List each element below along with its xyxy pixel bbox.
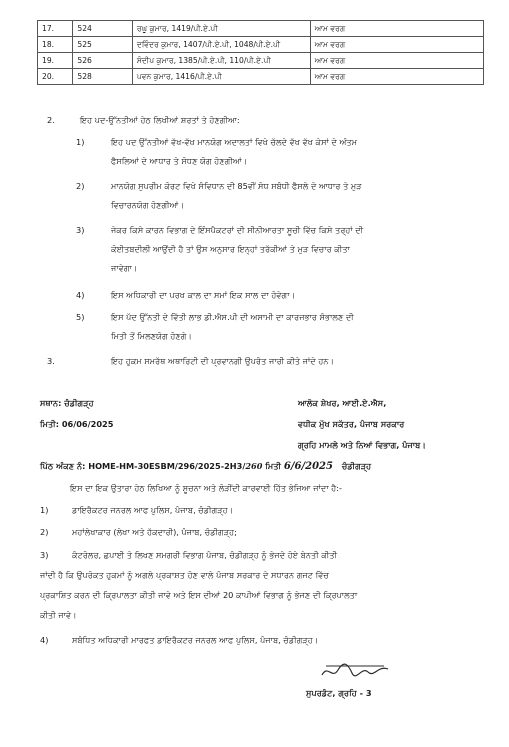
- condition-5-line-1: ਇਸ ਪੱਦ ਉੱਨਤੀ ਦੇ ਵਿੱਤੀ ਲਾਭ ਡੀ.ਐਸ.ਪੀ ਦੀ ਅਸਾਮੀ ਦਾ ਕਾਰਜਭਾਰ ਸੰਭਾਲਣ ਦੀ: [111, 312, 354, 322]
- table-row: [38, 53, 484, 69]
- code-cell: 524: [73, 21, 132, 37]
- condition-4-line-1: ਇਸ ਅਧਿਕਾਰੀ ਦਾ ਪਰਖ ਕਾਲ ਦਾ ਸਮਾਂ ਇਕ ਸਾਲ ਦਾ ਹੋਵੇਗਾ।: [111, 290, 296, 300]
- signature-text: [325, 662, 366, 674]
- recipient-1-number: 1): [40, 505, 49, 515]
- endorsement-label: ਪਿੱਠ ਅੰਕਣ ਨੰ:: [40, 461, 86, 471]
- code-cell: 525: [73, 37, 132, 53]
- condition-2-number: 2): [76, 181, 85, 191]
- condition-1-number: 1): [76, 137, 85, 147]
- condition-1-line-1: ਇਹ ਪਦ ਉੱਨਤੀਆਂ ਵੱਖ-ਵੱਖ ਮਾਨਯੋਗ ਅਦਾਲਤਾਂ ਵਿਖੇ ਚੱਲਦੇ ਵੱਖ ਵੱਖ ਕੇਸਾਂ ਦੇ ਅੰਤਮ: [111, 137, 358, 147]
- recipient-2-line-1: ਮਹਾਂਲੇਖਾਕਾਰ (ਲੇਖਾ ਅਤੇ ਹੱਕਦਾਰੀ), ਪੰਜਾਬ, ਚੰਡੀਗੜ੍ਹ;: [72, 527, 237, 537]
- condition-4-number: 4): [76, 290, 85, 300]
- code-cell: 526: [73, 53, 132, 69]
- recipient-1-line-1: ਡਾਇਰੈਕਟਰ ਜਨਰਲ ਆਫ ਪੁਲਿਸ, ਪੰਜਾਬ, ਚੰਡੀਗੜ੍ਹ।: [72, 505, 234, 515]
- copy-intro: ਇਸ ਦਾ ਇਕ ਉਤਾਰਾ ਹੇਠ ਲਿਖਿਆ ਨੂੰ ਸੂਚਨਾ ਅਤੇ ਲੋੜੀਂਦੀ ਕਾਰਵਾਈ ਹਿੱਤ ਭੇਜਿਆ ਜਾਂਦਾ ਹੈ:-: [70, 483, 343, 493]
- endorsement-place: ਚੰਡੀਗੜ੍ਹ: [341, 461, 372, 471]
- officer-name: ਆਲੋਕ ਸ਼ੇਖਰ, ਆਈ.ਏ.ਐਸ,: [298, 398, 387, 408]
- endorsement-number: HOME-HM-30ESBM/296/2025-2H3/: [88, 461, 246, 471]
- category-cell: ਆਮ ਵਰਗ: [310, 53, 483, 69]
- section-3-text: ਇਹ ਹੁਕਮ ਸਮਰੱਥ ਅਥਾਰਿਟੀ ਦੀ ਪ੍ਰਵਾਨਗੀ ਉਪਰੰਤ ਜਾਰੀ ਕੀਤੇ ਜਾਂਦੇ ਹਨ।: [111, 356, 335, 366]
- table-row: [38, 37, 484, 53]
- place-label: ਸਥਾਨ: ਚੰਡੀਗੜ੍ਹ: [40, 398, 94, 408]
- section-3-number: 3.: [47, 356, 55, 366]
- endorsement-line: [40, 460, 371, 473]
- condition-3-number: 3): [76, 225, 85, 235]
- name-cell: ਸੰਦੀਪ ਕੁਮਾਰ, 1385/ਪੀ.ਏ.ਪੀ, 110/ਪੀ.ਏ.ਪੀ: [132, 53, 310, 69]
- serial-cell: 20.: [38, 69, 73, 85]
- name-cell: ਰਘੂ ਕੁਮਾਰ, 1419/ਪੀ.ਏ.ਪੀ: [132, 21, 310, 37]
- condition-3-line-3: ਜਾਵੇਗਾ।: [111, 263, 138, 273]
- serial-cell: 18.: [38, 37, 73, 53]
- code-cell: 528: [73, 69, 132, 85]
- recipient-3-line-4: ਕੀਤੀ ਜਾਵੇ।: [40, 610, 77, 620]
- condition-2-line-1: ਮਾਨਯੋਗ ਸੁਪਰੀਮ ਕੋਰਟ ਵਿਖੇ ਸੰਵਿਧਾਨ ਦੀ 85ਵੀਂ ਸੋਧ ਸਬੰਧੀ ਫੈਸਲੇ ਦੇ ਆਧਾਰ ਤੇ ਮੁੜ: [111, 181, 362, 191]
- date-label: ਮਿਤੀ: 06/06/2025: [40, 419, 114, 429]
- recipient-2-number: 2): [40, 527, 49, 537]
- recipient-3-line-2: ਜਾਂਦੀ ਹੈ ਕਿ ਉਪਰੋਕਤ ਹੁਕਮਾਂ ਨੂੰ ਅਗਲੇ ਪ੍ਰਕਾਸ਼ਤ ਹੋਣ ਵਾਲੇ ਪੰਜਾਬ ਸਰਕਾਰ ਦੇ ਸਧਾਰਨ ਗਜਟ ਵਿੱਚ: [40, 570, 329, 580]
- recipient-3-number: 3): [40, 550, 49, 560]
- condition-1-line-2: ਫੈਸਲਿਆਂ ਦੇ ਆਧਾਰ ਤੇ ਸੋਧਣ ਯੋਗ ਹੋਣਗੀਆਂ।: [111, 156, 248, 166]
- handwritten-number: 260: [245, 461, 263, 471]
- condition-3-line-1: ਜੇਕਰ ਕਿਸੇ ਕਾਰਨ ਵਿਭਾਗ ਦੇ ਇੰਸਪੈਕਟਰਾਂ ਦੀ ਸੀਨੀਆਰਤਾ ਸੂਚੀ ਵਿੱਚ ਕਿਸੇ ਤਰ੍ਹਾਂ ਦੀ: [111, 225, 364, 235]
- handwritten-date: 6/6/2025: [283, 461, 333, 472]
- section-2-number: 2.: [47, 115, 55, 125]
- name-cell: ਦਵਿੰਦਰ ਕੁਮਾਰ, 1407/ਪੀ.ਏ.ਪੀ, 1048/ਪੀ.ਏ.ਪੀ: [132, 37, 310, 53]
- signatory-designation: ਸੁਪਰਡੰਟ, ਗ੍ਰਹਿ - 3: [306, 688, 372, 698]
- condition-2-line-2: ਵਿਚਾਰਨਯੋਗ ਹੋਣਗੀਆਂ।: [111, 200, 185, 210]
- officer-department: ਗ੍ਰਹਿ ਮਾਮਲੇ ਅਤੇ ਨਿਆਂ ਵਿਭਾਗ, ਪੰਜਾਬ।: [298, 440, 426, 450]
- category-cell: ਆਮ ਵਰਗ: [310, 69, 483, 85]
- table-row: [38, 21, 484, 37]
- endorsement-date-label: ਮਿਤੀ: [265, 461, 282, 471]
- section-2-intro: ਇਹ ਪਦ-ਉੱਨਤੀਆਂ ਹੇਠ ਲਿਖੀਆਂ ਸ਼ਰਤਾਂ ਤੇ ਹੋਣਗੀਆ:: [80, 115, 240, 125]
- category-cell: ਆਮ ਵਰਗ: [310, 37, 483, 53]
- condition-5-number: 5): [76, 312, 85, 322]
- condition-3-line-2: ਕੋਈਤਬਦੀਲੀ ਆਉਂਦੀ ਹੈ ਤਾਂ ਉਸ ਅਨੁਸਾਰ ਇਨ੍ਹਾਂ ਤਰੱਕੀਆਂ ਤੇ ਮੁੜ ਵਿਚਾਰ ਕੀਤਾ: [111, 244, 350, 254]
- recipient-3-line-1: ਕੰਟਰੋਲਰ, ਛਪਾਈ ਤੇ ਲਿਖਣ ਸਮਗਰੀ ਵਿਭਾਗ ਪੰਜਾਬ, ਚੰਡੀਗੜ੍ਹ ਨੂੰ ਭੇਜਦੇ ਹੋਏ ਬੇਨਤੀ ਕੀਤੀ: [72, 550, 338, 560]
- recipient-3-line-3: ਪ੍ਰਕਾਸ਼ਿਤ ਕਰਨ ਦੀ ਕ੍ਰਿਪਾਲਤਾ ਕੀਤੀ ਜਾਵੇ ਅਤੇ ਇਸ ਦੀਆਂ 20 ਕਾਪੀਆਂ ਵਿਭਾਗ ਨੂੰ ਭੇਜਣ ਦੀ ਕ੍ਰਿਪਾਲਤਾ: [40, 590, 358, 600]
- category-cell: ਆਮ ਵਰਗ: [310, 21, 483, 37]
- recipient-4-line-1: ਸਬੰਧਿਤ ਅਧਿਕਾਰੀ ਮਾਰਫਤ ਡਾਇਰੈਕਟਰ ਜਨਰਲ ਆਫ ਪੁਲਿਸ, ਪੰਜਾਬ, ਚੰਡੀਗੜ੍ਹ।: [72, 635, 319, 645]
- name-cell: ਪਵਨ ਕੁਮਾਰ, 1416/ਪੀ.ਏ.ਪੀ: [132, 69, 310, 85]
- recipient-4-number: 4): [40, 635, 49, 645]
- table-row: [38, 69, 484, 85]
- promotion-table: [37, 20, 484, 85]
- officer-designation: ਵਧੀਕ ਮੁੱਖ ਸਕੱਤਰ, ਪੰਜਾਬ ਸਰਕਾਰ: [298, 419, 405, 429]
- condition-5-line-2: ਮਿਤੀ ਤੋਂ ਮਿਲਣਯੋਗ ਹੋਣਗੇ।: [111, 331, 192, 341]
- serial-cell: 17.: [38, 21, 73, 37]
- serial-cell: 19.: [38, 53, 73, 69]
